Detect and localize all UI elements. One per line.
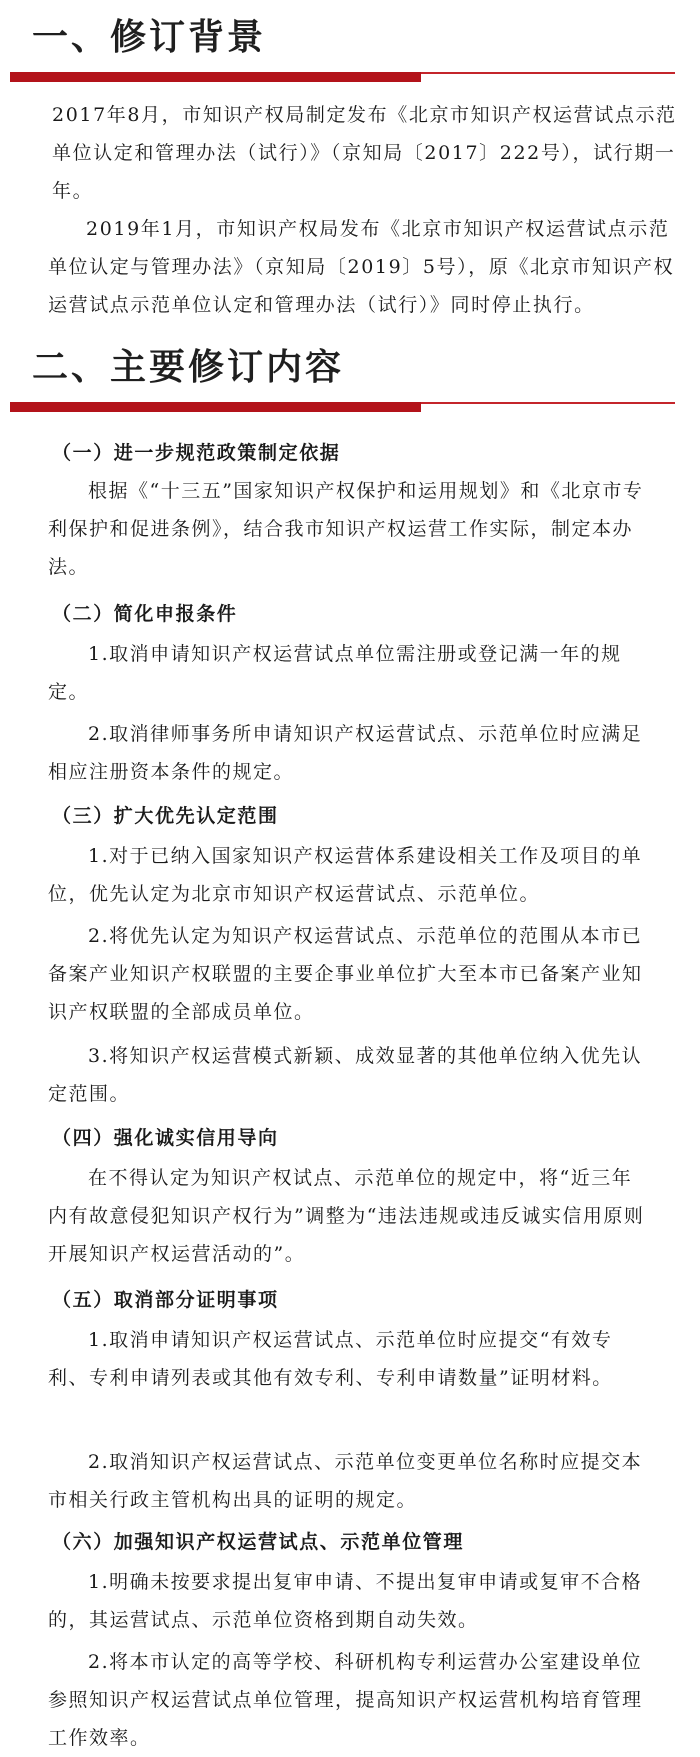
item-heading-3: （三）扩大优先认定范围	[52, 805, 279, 827]
background-paragraph-1-text: 2017年8月，市知识产权局制定发布《北京市知识产权运营试点示范单位认定和管理办法（试行）》（京知局〔2017〕222号），试行期一年。	[52, 104, 677, 202]
item-3-paragraph-3: 3.将知识产权运营模式新颖、成效显著的其他单位纳入优先认定范围。	[48, 1045, 643, 1105]
item-6-paragraph-2: 2.将本市认定的高等学校、科研机构专利运营办公室建设单位参照知识产权运营试点单位管理，提高知识产权运营机构培育管理工作效率。	[48, 1651, 643, 1749]
item-5-paragraph-1: 1.取消申请知识产权运营试点、示范单位时应提交“有效专利、专利申请列表或其他有效专利、专利申请数量”证明材料。	[48, 1329, 613, 1389]
item-4-paragraph-1: 在不得认定为知识产权试点、示范单位的规定中，将“近三年内有故意侵犯知识产权行为”调整为“违法违规或违反诚实信用原则开展知识产权运营活动的”。	[48, 1167, 645, 1265]
divider-thin-line	[421, 402, 675, 404]
item-3-paragraph-2: 2.将优先认定为知识产权运营试点、示范单位的范围从本市已备案产业知识产权联盟的主要企事业单位扩大至本市已备案产业知识产权联盟的全部成员单位。	[48, 925, 643, 1023]
section-divider	[10, 402, 675, 412]
item-heading-1: （一）进一步规范政策制定依据	[52, 442, 341, 464]
item-heading-2: （二）简化申报条件	[52, 603, 238, 625]
background-paragraph-1	[52, 96, 688, 210]
divider-thin-line	[421, 72, 675, 74]
item-heading-4: （四）强化诚实信用导向	[52, 1127, 279, 1149]
item-heading-6: （六）加强知识产权运营试点、示范单位管理	[52, 1531, 465, 1553]
section-title-background: 一、修订背景	[32, 17, 267, 58]
item-2-paragraph-1: 1.取消申请知识产权运营试点单位需注册或登记满一年的规定。	[48, 643, 622, 703]
item-3-paragraph-1: 1.对于已纳入国家知识产权运营体系建设相关工作及项目的单位，优先认定为北京市知识产权运营试点、示范单位。	[48, 845, 643, 905]
item-heading-5: （五）取消部分证明事项	[52, 1289, 279, 1311]
section-title-main-revisions: 二、主要修订内容	[32, 347, 345, 388]
section-divider	[10, 72, 675, 82]
divider-thick-bar	[10, 72, 421, 82]
background-paragraph-2	[48, 210, 684, 324]
divider-thick-bar	[10, 402, 421, 412]
item-6-paragraph-1: 1.明确未按要求提出复审申请、不提出复审申请或复审不合格的，其运营试点、示范单位资格到期自动失效。	[48, 1571, 643, 1631]
item-2-paragraph-2: 2.取消律师事务所申请知识产权运营试点、示范单位时应满足相应注册资本条件的规定。	[48, 723, 643, 783]
item-1-paragraph-1: 根据《“十三五”国家知识产权保护和运用规划》和《北京市专利保护和促进条例》，结合我市知识产权运营工作实际，制定本办法。	[48, 480, 644, 578]
item-5-paragraph-2: 2.取消知识产权运营试点、示范单位变更单位名称时应提交本市相关行政主管机构出具的证明的规定。	[48, 1451, 643, 1511]
background-paragraph-2-text: 2019年1月，市知识产权局发布《北京市知识产权运营试点示范单位认定与管理办法》（京知局〔2019〕5号），原《北京市知识产权运营试点示范单位认定和管理办法（试行）》同时停止执行。	[48, 218, 675, 316]
